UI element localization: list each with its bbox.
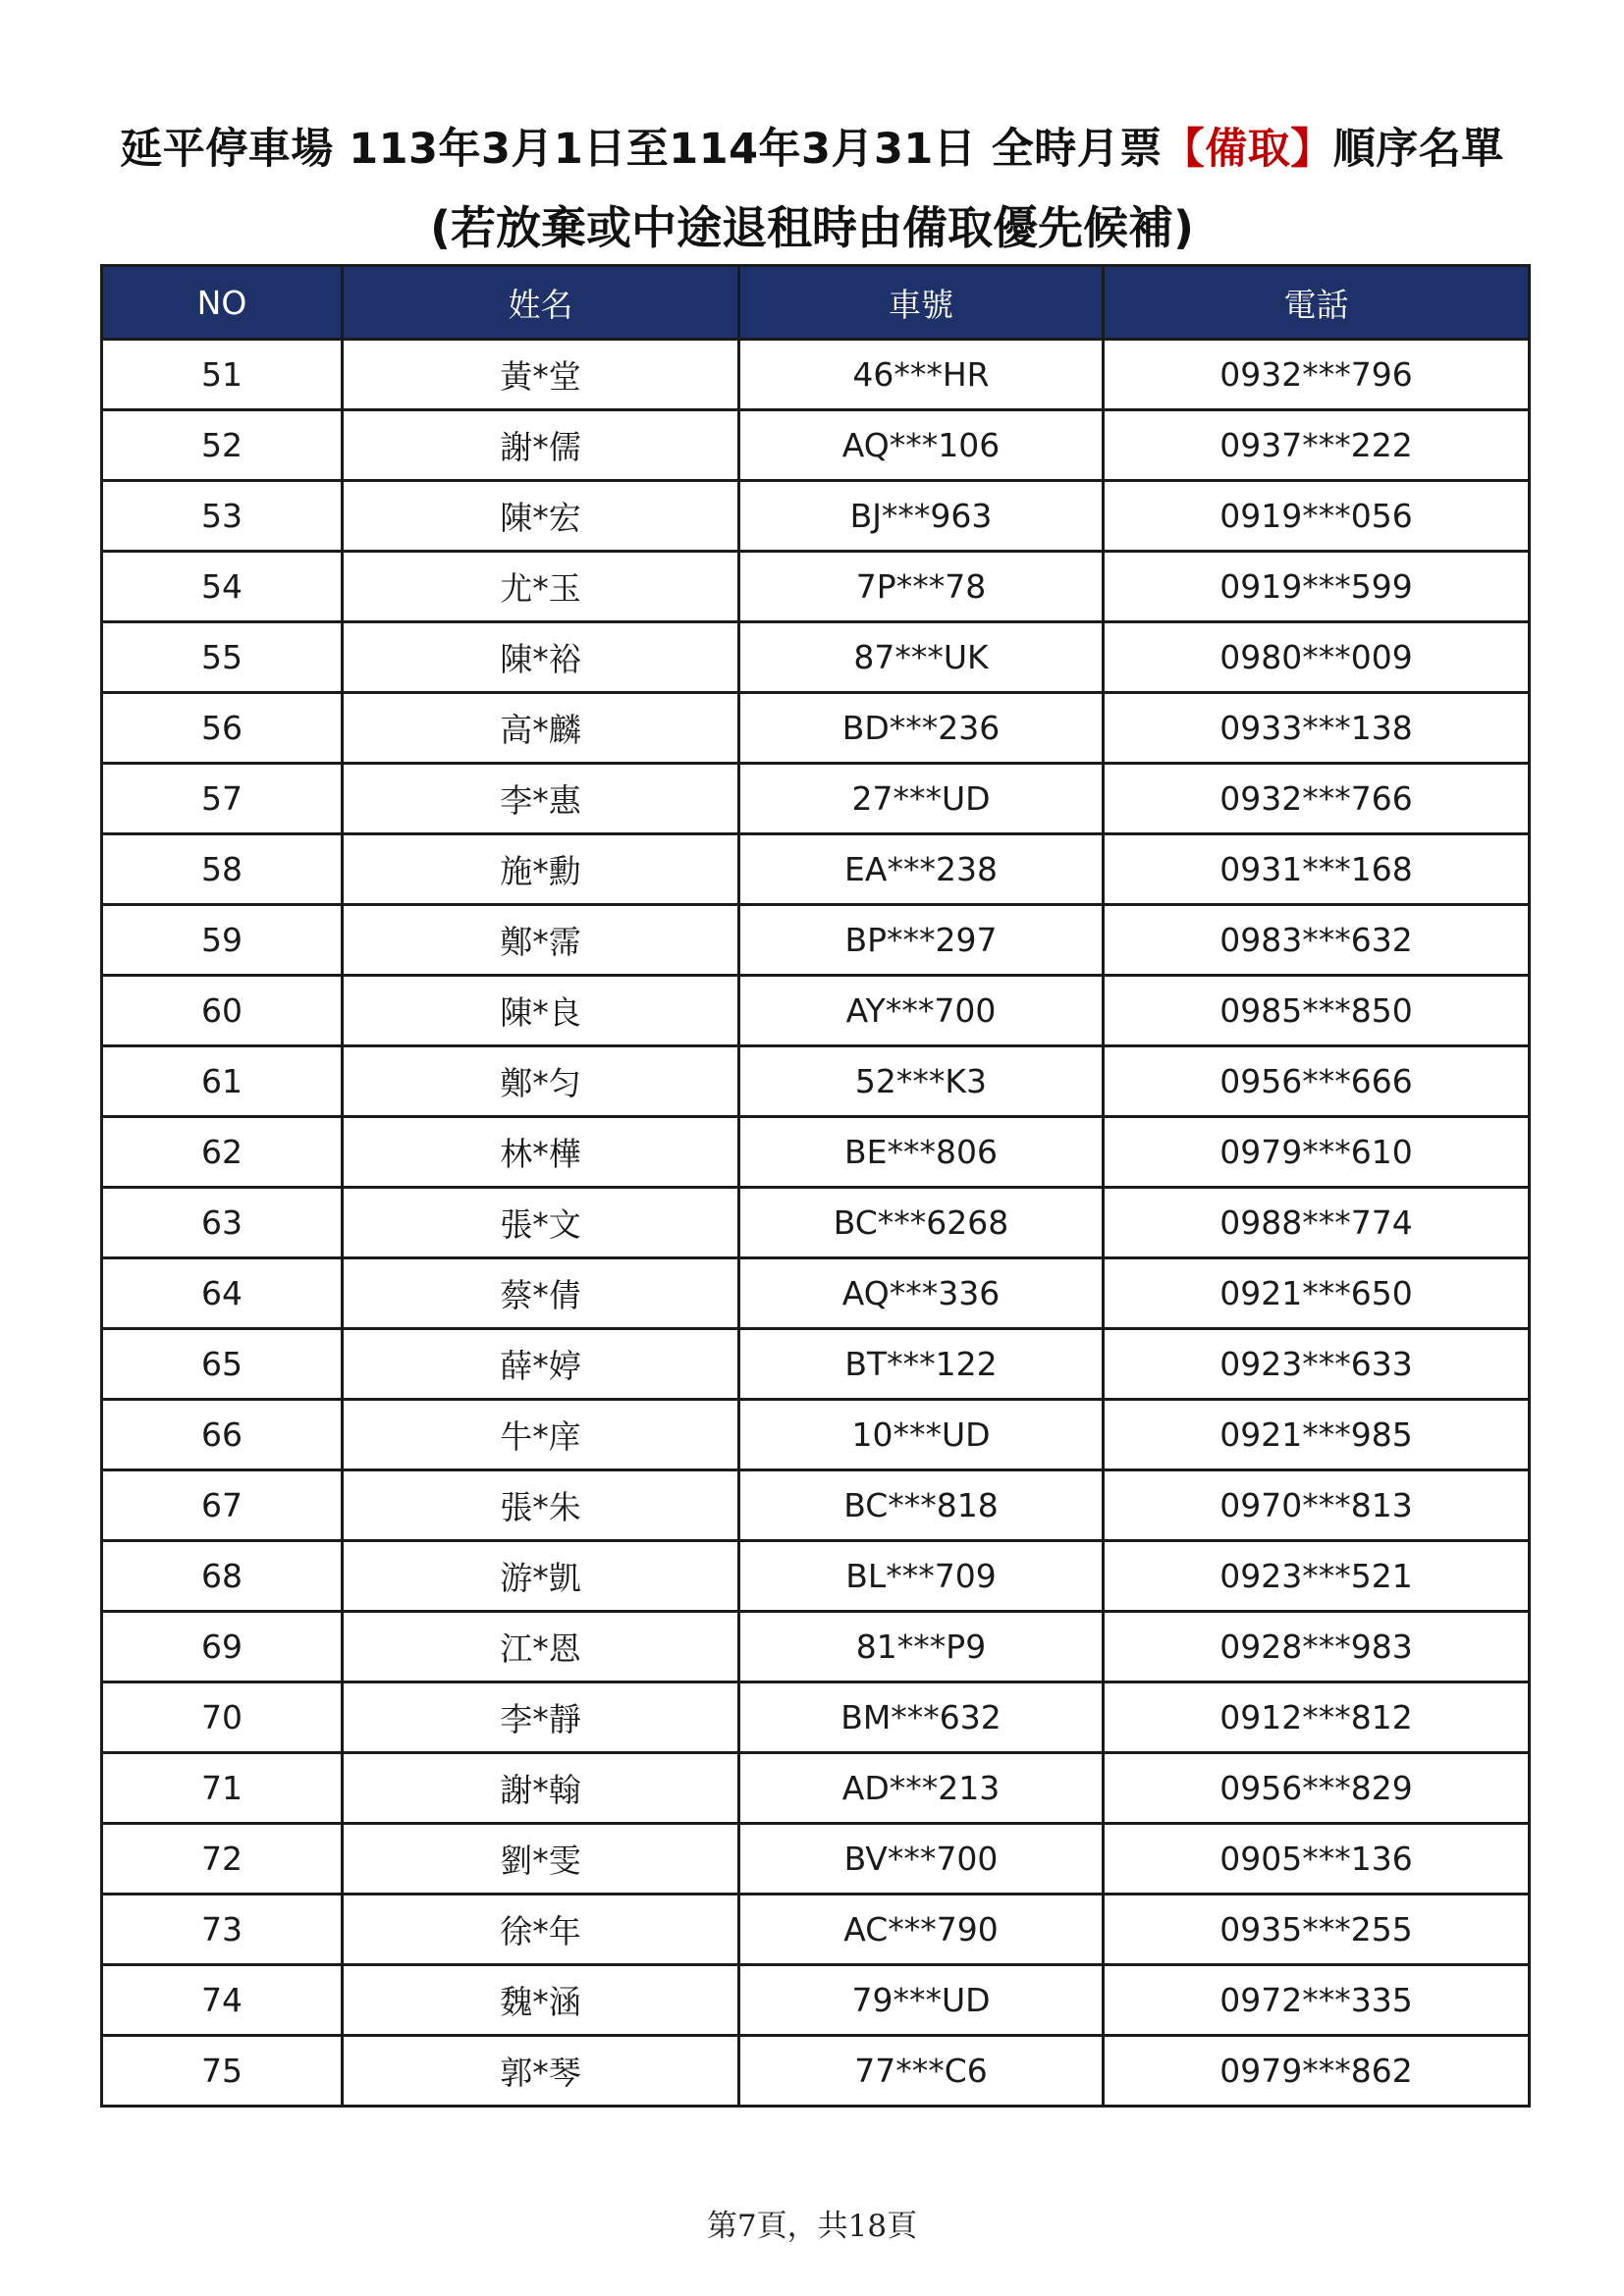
column-header-no: NO [102,266,343,340]
cell-no: 73 [102,1895,343,1965]
cell-no: 61 [102,1046,343,1117]
cell-name: 牛*庠 [343,1400,739,1470]
cell-plate: EA***238 [739,834,1104,905]
table-row [102,693,1530,764]
cell-phone: 0919***599 [1104,552,1530,622]
cell-phone: 0931***168 [1104,834,1530,905]
cell-phone: 0932***766 [1104,764,1530,834]
table-row [102,2036,1530,2107]
cell-no: 71 [102,1753,343,1824]
cell-no: 70 [102,1682,343,1753]
cell-name: 張*朱 [343,1470,739,1541]
cell-no: 65 [102,1329,343,1400]
cell-phone: 0970***813 [1104,1470,1530,1541]
cell-phone: 0979***862 [1104,2036,1530,2107]
cell-no: 75 [102,2036,343,2107]
cell-phone: 0932***796 [1104,340,1530,410]
cell-plate: BT***122 [739,1329,1104,1400]
cell-name: 林*樺 [343,1117,739,1188]
table-row [102,622,1530,693]
cell-phone: 0923***633 [1104,1329,1530,1400]
cell-name: 陳*裕 [343,622,739,693]
cell-name: 尤*玉 [343,552,739,622]
cell-name: 江*恩 [343,1612,739,1682]
column-header-name: 姓名 [343,266,739,340]
cell-name: 薛*婷 [343,1329,739,1400]
cell-plate: BL***709 [739,1541,1104,1612]
cell-name: 陳*良 [343,976,739,1046]
cell-plate: BV***700 [739,1824,1104,1895]
table-row [102,764,1530,834]
cell-phone: 0988***774 [1104,1188,1530,1258]
page-title-main: 延平停車場 113年3月1日至114年3月31日 全時月票 [120,125,1163,174]
cell-no: 74 [102,1965,343,2036]
cell-phone: 0956***829 [1104,1753,1530,1824]
cell-phone: 0921***985 [1104,1400,1530,1470]
cell-no: 66 [102,1400,343,1470]
page-title [0,116,1624,176]
cell-name: 鄭*匀 [343,1046,739,1117]
table-row [102,905,1530,976]
cell-plate: BC***6268 [739,1188,1104,1258]
table-row [102,1965,1530,2036]
cell-plate: 87***UK [739,622,1104,693]
cell-no: 58 [102,834,343,905]
cell-name: 謝*儒 [343,410,739,481]
cell-no: 51 [102,340,343,410]
table-body [102,340,1530,2107]
table-row [102,1682,1530,1753]
cell-plate: 46***HR [739,340,1104,410]
cell-no: 60 [102,976,343,1046]
cell-plate: 27***UD [739,764,1104,834]
table-row [102,1612,1530,1682]
cell-no: 68 [102,1541,343,1612]
table-row [102,1117,1530,1188]
cell-no: 56 [102,693,343,764]
cell-plate: 10***UD [739,1400,1104,1470]
table-row [102,1470,1530,1541]
column-header-plate: 車號 [739,266,1104,340]
cell-plate: AD***213 [739,1753,1104,1824]
table-row [102,481,1530,552]
cell-phone: 0980***009 [1104,622,1530,693]
table-row [102,1541,1530,1612]
table-row [102,1329,1530,1400]
cell-phone: 0937***222 [1104,410,1530,481]
cell-phone: 0979***610 [1104,1117,1530,1188]
cell-name: 李*靜 [343,1682,739,1753]
cell-phone: 0921***650 [1104,1258,1530,1329]
column-header-phone: 電話 [1104,266,1530,340]
cell-plate: AQ***106 [739,410,1104,481]
cell-plate: 52***K3 [739,1046,1104,1117]
cell-phone: 0933***138 [1104,693,1530,764]
table-row [102,552,1530,622]
cell-phone: 0928***983 [1104,1612,1530,1682]
table-row [102,1188,1530,1258]
cell-name: 劉*雯 [343,1824,739,1895]
page-title-suffix: 順序名單 [1332,125,1504,174]
cell-phone: 0912***812 [1104,1682,1530,1753]
cell-name: 徐*年 [343,1895,739,1965]
cell-phone: 0983***632 [1104,905,1530,976]
cell-plate: BD***236 [739,693,1104,764]
cell-no: 67 [102,1470,343,1541]
cell-phone: 0956***666 [1104,1046,1530,1117]
cell-no: 62 [102,1117,343,1188]
cell-plate: 81***P9 [739,1612,1104,1682]
table-row [102,1824,1530,1895]
cell-plate: BM***632 [739,1682,1104,1753]
cell-no: 69 [102,1612,343,1682]
cell-no: 72 [102,1824,343,1895]
table-row [102,834,1530,905]
table-row [102,1400,1530,1470]
cell-phone: 0985***850 [1104,976,1530,1046]
cell-name: 施*勳 [343,834,739,905]
cell-no: 59 [102,905,343,976]
cell-plate: 77***C6 [739,2036,1104,2107]
cell-name: 鄭*霈 [343,905,739,976]
cell-plate: AQ***336 [739,1258,1104,1329]
cell-phone: 0905***136 [1104,1824,1530,1895]
cell-name: 游*凱 [343,1541,739,1612]
cell-plate: BJ***963 [739,481,1104,552]
cell-no: 52 [102,410,343,481]
cell-no: 57 [102,764,343,834]
table-row [102,1895,1530,1965]
cell-name: 黃*堂 [343,340,739,410]
table-row [102,410,1530,481]
cell-plate: 79***UD [739,1965,1104,2036]
cell-name: 陳*宏 [343,481,739,552]
table-row [102,1753,1530,1824]
cell-phone: 0972***335 [1104,1965,1530,2036]
table-row [102,1258,1530,1329]
cell-no: 54 [102,552,343,622]
table-header-row [102,266,1530,340]
cell-name: 李*惠 [343,764,739,834]
cell-name: 張*文 [343,1188,739,1258]
cell-plate: BP***297 [739,905,1104,976]
cell-no: 64 [102,1258,343,1329]
table-row [102,1046,1530,1117]
cell-phone: 0919***056 [1104,481,1530,552]
cell-plate: AY***700 [739,976,1104,1046]
table-row [102,976,1530,1046]
cell-no: 53 [102,481,343,552]
cell-plate: BE***806 [739,1117,1104,1188]
waitlist-table [100,264,1531,2108]
cell-plate: AC***790 [739,1895,1104,1965]
cell-plate: 7P***78 [739,552,1104,622]
cell-name: 高*麟 [343,693,739,764]
cell-name: 蔡*倩 [343,1258,739,1329]
table-row [102,340,1530,410]
cell-name: 謝*翰 [343,1753,739,1824]
page-number: 第7頁，共18頁 [706,2209,918,2244]
cell-plate: BC***818 [739,1470,1104,1541]
cell-name: 郭*琴 [343,2036,739,2107]
cell-phone: 0935***255 [1104,1895,1530,1965]
cell-name: 魏*涵 [343,1965,739,2036]
cell-phone: 0923***521 [1104,1541,1530,1612]
page-title-highlight: 【備取】 [1162,125,1333,174]
page-subtitle: (若放棄或中途退租時由備取優先候補) [429,201,1195,254]
cell-no: 63 [102,1188,343,1258]
cell-no: 55 [102,622,343,693]
